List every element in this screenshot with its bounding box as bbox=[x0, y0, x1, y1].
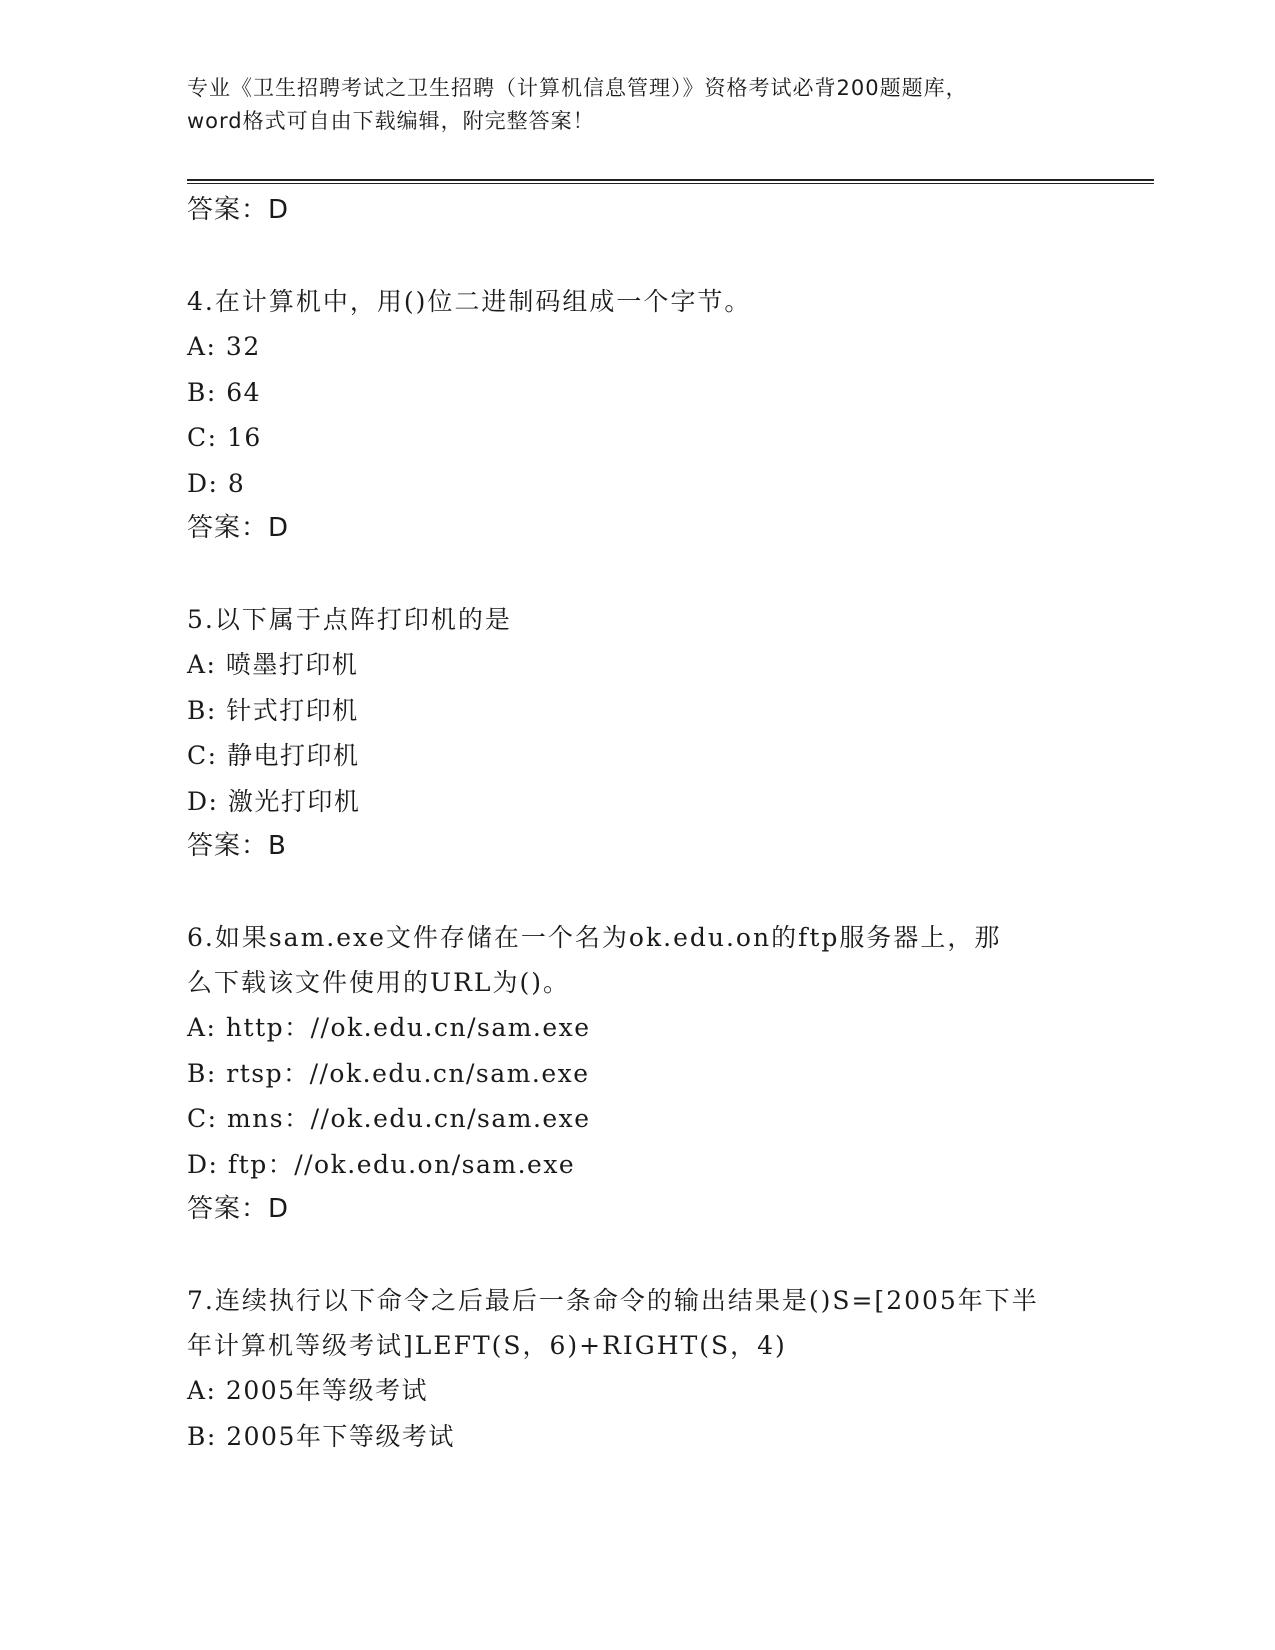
question-text: 4.在计算机中，用()位二进制码组成一个字节。 bbox=[187, 287, 752, 316]
question-7 bbox=[187, 1278, 1087, 1459]
question-text-line-2: 么下载该文件使用的URL为()。 bbox=[187, 968, 571, 997]
answer-line: 答案：D bbox=[187, 513, 290, 543]
header-divider bbox=[187, 179, 1154, 184]
header-line-2: word格式可自由下载编辑，附完整答案！ bbox=[187, 109, 595, 133]
option-a: A: 32 bbox=[187, 332, 261, 361]
option-c: C: mns：//ok.edu.cn/sam.exe bbox=[187, 1104, 591, 1133]
option-d: D: 8 bbox=[187, 468, 246, 498]
question-text-line-1: 7.连续执行以下命令之后最后一条命令的输出结果是()S=[2005年下半 bbox=[187, 1286, 1039, 1315]
option-a: A: http：//ok.edu.cn/sam.exe bbox=[187, 1013, 591, 1042]
option-b: B: rtsp：//ok.edu.cn/sam.exe bbox=[187, 1058, 590, 1088]
question-text-line-2: 年计算机等级考试]LEFT(S，6)+RIGHT(S，4) bbox=[187, 1331, 787, 1360]
document-header bbox=[187, 72, 1087, 138]
option-c: C: 静电打印机 bbox=[187, 741, 360, 770]
answer-line: 答案：D bbox=[187, 1194, 290, 1224]
option-d: D: 激光打印机 bbox=[187, 786, 361, 816]
question-4 bbox=[187, 279, 1087, 551]
option-b: B: 针式打印机 bbox=[187, 695, 359, 725]
document-body bbox=[187, 188, 1087, 1459]
option-a: A: 喷墨打印机 bbox=[187, 650, 359, 679]
option-d: D: ftp：//ok.edu.on/sam.exe bbox=[187, 1149, 576, 1179]
question-text-line-1: 6.如果sam.exe文件存储在一个名为ok.edu.on的ftp服务器上，那 bbox=[187, 923, 1002, 952]
question-5 bbox=[187, 597, 1087, 869]
question-6 bbox=[187, 915, 1087, 1232]
option-a: A: 2005年等级考试 bbox=[187, 1376, 429, 1405]
answer-line: 答案：B bbox=[187, 831, 287, 861]
answer-line: 答案：D bbox=[187, 195, 290, 225]
question-text: 5.以下属于点阵打印机的是 bbox=[187, 605, 512, 634]
option-b: B: 2005年下等级考试 bbox=[187, 1421, 455, 1451]
header-line-1: 专业《卫生招聘考试之卫生招聘（计算机信息管理）》资格考试必背200题题库， bbox=[187, 76, 968, 100]
option-c: C: 16 bbox=[187, 423, 262, 452]
option-b: B: 64 bbox=[187, 377, 262, 407]
